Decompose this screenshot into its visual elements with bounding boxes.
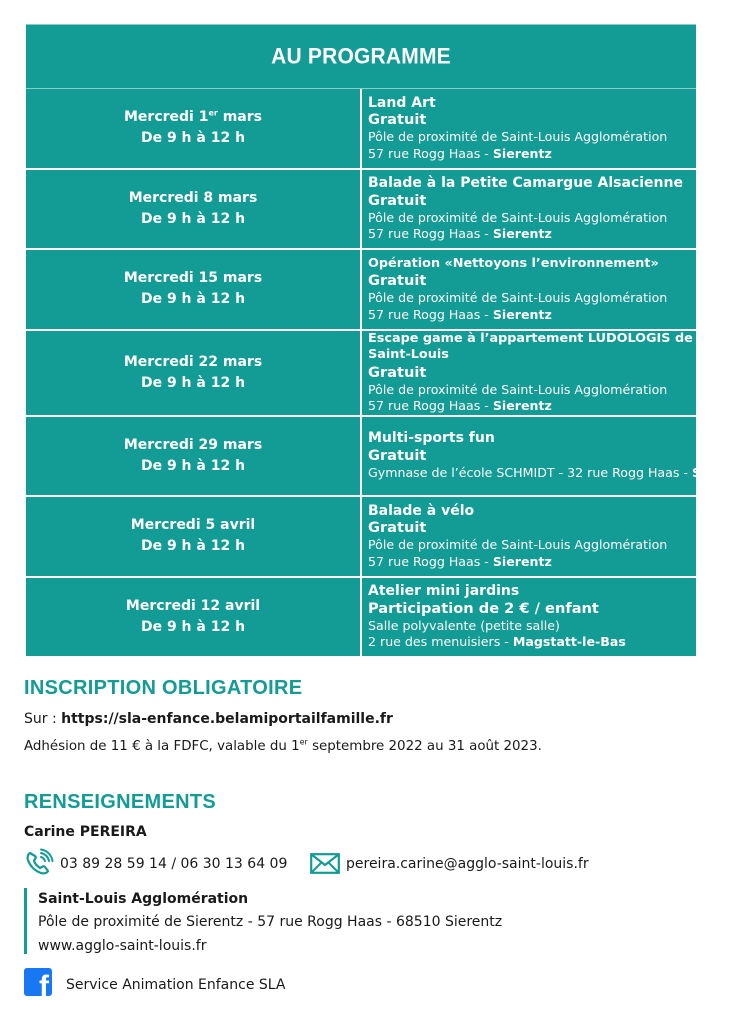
date-cell: [25, 249, 361, 330]
program-title: AU PROGRAMME: [25, 23, 697, 89]
date-cell: [25, 330, 361, 416]
event-price: Gratuit: [368, 519, 427, 536]
event-city: Sierentz: [492, 306, 552, 322]
info-cell: [361, 330, 697, 416]
phone-numbers[interactable]: 03 89 28 59 14 / 06 30 13 64 09: [60, 856, 288, 872]
event-date: [26, 268, 360, 289]
renseignements-heading: RENSEIGNEMENTS: [24, 791, 217, 813]
event-place: Pôle de proximité de Saint-Louis Agglomération: [368, 129, 668, 144]
event-address: [368, 634, 696, 651]
event-place: Salle polyvalente (petite salle): [368, 617, 560, 633]
table-row: [25, 169, 697, 250]
event-date: [26, 515, 360, 536]
adhesion-sup: er: [299, 737, 308, 747]
event-date: [26, 435, 360, 456]
org-address: Pôle de proximité de Sierentz - 57 rue Rogg Haas - 68510 Sierentz: [38, 914, 503, 930]
event-date-text: Mercredi 29 mars: [123, 436, 263, 453]
event-address-street: Gymnase de l’école SCHMIDT - 32 rue Rogg Haas -: [368, 464, 692, 480]
event-title: Escape game à l’appartement LUDOLOGIS de Saint-Louis: [368, 330, 693, 362]
event-address-street: 57 rue Rogg Haas -: [368, 226, 493, 241]
phone-icon: [24, 848, 54, 878]
event-date-sup: er: [208, 108, 218, 118]
org-accent-bar: [24, 888, 27, 954]
event-title: Multi-sports fun: [368, 430, 495, 447]
event-city: Sierentz: [492, 398, 552, 413]
event-place: Pôle de proximité de Saint-Louis Agglomération: [368, 537, 668, 552]
event-city: Sierentz: [492, 553, 552, 569]
inscription-heading: INSCRIPTION OBLIGATOIRE: [24, 677, 303, 699]
date-cell: [25, 577, 361, 658]
event-time: De 9 h à 12 h: [140, 538, 246, 555]
info-cell: [361, 496, 697, 577]
table-row: [25, 496, 697, 577]
event-price: Gratuit: [368, 272, 427, 289]
event-date: [26, 188, 360, 209]
program-table: [24, 24, 751, 658]
facebook-label[interactable]: Service Animation Enfance SLA: [66, 977, 286, 993]
event-date-text: Mercredi 5 avril: [130, 517, 256, 534]
inscription-url-link[interactable]: https://sla-enfance.belamiportailfamille.fr: [61, 711, 393, 727]
event-address-street: 2 rue des menuisiers -: [368, 634, 513, 649]
sur-label: Sur :: [24, 711, 62, 727]
event-time: De 9 h à 12 h: [140, 210, 246, 227]
event-price: Gratuit: [368, 446, 427, 464]
event-price: Gratuit: [368, 111, 427, 128]
adhesion-pre: Adhésion de 11 € à la FDFC, valable du 1: [24, 739, 300, 754]
event-city: Magstatt-le-Bas: [512, 634, 626, 649]
event-address: [368, 554, 696, 571]
event-address: [368, 307, 696, 324]
event-date-text: Mercredi 1: [124, 109, 209, 126]
info-cell: [361, 249, 697, 330]
event-time: De 9 h à 12 h: [140, 374, 246, 391]
event-city: Sierentz: [492, 145, 552, 161]
event-title: Land Art: [368, 94, 436, 111]
event-date: [26, 352, 360, 373]
event-city: Sierentz: [492, 226, 552, 241]
event-title: Balade à la Petite Camargue Alsacienne: [368, 175, 683, 191]
table-row: [25, 577, 697, 658]
adhesion-post: septembre 2022 au 31 août 2023.: [307, 739, 542, 754]
event-price: Participation de 2 € / enfant: [368, 599, 599, 617]
event-place: Pôle de proximité de Saint-Louis Agglomération: [368, 209, 668, 225]
event-address: [368, 398, 696, 415]
info-cell: [361, 577, 697, 658]
event-time: De 9 h à 12 h: [140, 457, 246, 474]
event-date-text: Mercredi 12 avril: [125, 597, 261, 614]
event-address-street: 57 rue Rogg Haas -: [368, 306, 493, 322]
event-address: [368, 146, 696, 163]
table-row: [25, 88, 697, 169]
table-row: [25, 330, 697, 416]
date-cell: [25, 88, 361, 169]
facebook-icon[interactable]: f: [24, 968, 52, 996]
info-cell: [361, 416, 751, 497]
inscription-url-line: [24, 711, 393, 727]
org-website-link[interactable]: www.agglo-saint-louis.fr: [38, 938, 207, 954]
event-date-text: Mercredi 22 mars: [123, 353, 263, 370]
event-address: [368, 226, 696, 243]
info-cell: [361, 169, 697, 250]
event-title: Balade à vélo: [368, 502, 475, 519]
event-date-text: Mercredi 15 mars: [123, 270, 263, 287]
event-time: De 9 h à 12 h: [140, 130, 246, 147]
event-address-street: 57 rue Rogg Haas -: [368, 398, 493, 413]
event-price: Gratuit: [368, 363, 427, 381]
date-cell: [25, 496, 361, 577]
event-price: Gratuit: [368, 191, 427, 209]
event-date-text: Mercredi 8 mars: [128, 189, 258, 206]
org-name: [38, 891, 248, 907]
event-address: [368, 464, 751, 482]
event-time: De 9 h à 12 h: [140, 291, 246, 308]
program-rows: [25, 88, 751, 657]
contact-name-text: Carine PEREIRA: [24, 824, 147, 840]
event-title: Opération «Nettoyons l’environnement»: [368, 255, 659, 271]
table-row: [25, 416, 697, 497]
date-cell: [25, 416, 361, 497]
event-place: Pôle de proximité de Saint-Louis Agglomération: [368, 381, 668, 397]
event-date: [26, 596, 360, 617]
event-city: Sierentz: [691, 464, 751, 480]
org-name-text: Saint-Louis Agglomération: [38, 891, 249, 907]
event-date: [26, 107, 360, 128]
event-title: Atelier mini jardins: [368, 583, 520, 599]
contact-name: [24, 824, 147, 840]
event-address-street: 57 rue Rogg Haas -: [368, 553, 493, 569]
event-date-post: mars: [217, 109, 262, 126]
event-place: Pôle de proximité de Saint-Louis Agglomération: [368, 290, 668, 305]
date-cell: [25, 169, 361, 250]
event-address-street: 57 rue Rogg Haas -: [368, 145, 493, 161]
event-time: De 9 h à 12 h: [140, 618, 246, 635]
email-link[interactable]: pereira.carine@agglo-saint-louis.fr: [346, 856, 589, 872]
info-cell: [361, 88, 697, 169]
mail-icon: [310, 853, 340, 874]
table-row: [25, 249, 697, 330]
adhesion-text: [24, 739, 542, 754]
